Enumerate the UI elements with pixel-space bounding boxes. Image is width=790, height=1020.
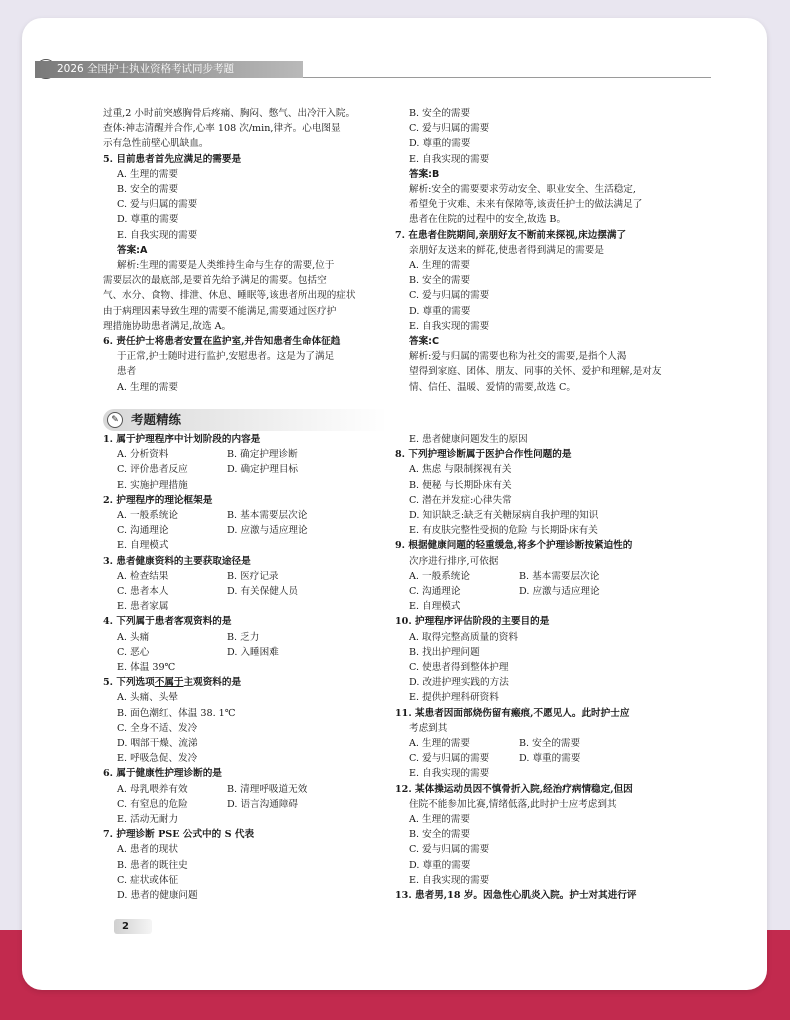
option-text: B. 安全的需要 (519, 738, 581, 750)
option-text: D. 有关保健人员 (227, 586, 299, 598)
body-text: 气、水分、食物、排泄、休息、睡眠等,该患者所出现的症状 (103, 290, 356, 302)
option-text: A. 焦虑 与限制探视有关 (409, 464, 512, 476)
option-text: D. 入睡困难 (227, 646, 279, 658)
option-text: E. 呼吸急促、发冷 (117, 753, 198, 765)
option-text: C. 评价患者反应 (117, 464, 188, 476)
option-text: E. 自我实现的需要 (117, 229, 198, 241)
option-text: D. 确定护理目标 (227, 464, 299, 476)
option-text: D. 尊重的需要 (117, 214, 179, 226)
body-text: 解析:爱与归属的需要也称为社交的需要,是指个人渴 (409, 351, 627, 363)
option-text: B. 患者的既往史 (117, 859, 188, 871)
body-text: 望得到家庭、团体、朋友、同事的关怀、爱护和理解,是对友 (409, 366, 662, 378)
option-text: B. 安全的需要 (117, 184, 179, 196)
body-text: 解析:生理的需要是人类维持生命与生存的需要,位于 (117, 260, 335, 272)
option-text: B. 清理呼吸道无效 (227, 783, 308, 795)
option-pair (395, 569, 685, 584)
option-text: D. 知识缺乏:缺乏有关糖尿病自我护理的知识 (409, 510, 599, 522)
section-title: 考题精练 (103, 409, 387, 431)
option-text: B. 便秘 与长期卧床有关 (409, 479, 512, 491)
question-text: 12. 某体操运动员因不慎骨折入院,经治疗病情稳定,但因 (395, 783, 633, 795)
option-text: C. 全身不适、发冷 (117, 722, 198, 734)
option-pair (103, 508, 383, 523)
option-text: E. 体温 39℃ (117, 662, 176, 674)
body-text: 亲朋好友送来的鲜花,使患者得到满足的需要是 (409, 244, 604, 256)
option-text: B. 安全的需要 (409, 108, 471, 119)
question-text: 9. 根据健康问题的轻重缓急,将多个护理诊断按紧迫性的 (395, 540, 633, 552)
option-pair (103, 584, 383, 599)
body-text: 患者 (117, 366, 137, 378)
option-text: A. 生理的需要 (117, 381, 178, 393)
body-text: 示有急性前壁心肌缺血。 (103, 138, 209, 150)
option-text: A. 检查结果 (117, 570, 169, 582)
option-text: E. 患者健康问题发生的原因 (409, 434, 528, 445)
body-text: 解析:安全的需要要求劳动安全、职业安全、生活稳定, (409, 184, 636, 196)
header-rule (303, 77, 711, 78)
option-text: C. 沟通理论 (117, 525, 169, 537)
question-text: 1. 属于护理程序中计划阶段的内容是 (103, 434, 261, 445)
option-text: B. 安全的需要 (409, 829, 471, 841)
option-pair (103, 447, 383, 462)
page-header-title: 2026 全国护士执业资格考试同步考题 (35, 61, 303, 78)
option-text: C. 患者本人 (117, 586, 169, 598)
option-text: A. 生理的需要 (117, 168, 178, 180)
answer-text: 答案:A (117, 244, 148, 256)
option-text: D. 患者的健康问题 (117, 890, 198, 902)
option-text: E. 自我实现的需要 (409, 153, 490, 165)
option-pair (103, 645, 383, 660)
option-text: C. 使患者得到整体护理 (409, 662, 509, 674)
option-text: D. 尊重的需要 (409, 305, 471, 317)
option-text: E. 实施护理措施 (117, 479, 188, 491)
option-text: C. 症状或体征 (117, 874, 179, 886)
option-text: C. 爱与归属的需要 (409, 844, 490, 856)
option-pair (103, 782, 383, 797)
question-text: 11. 某患者因面部烧伤留有瘢痕,不愿见人。此时护士应 (395, 707, 630, 719)
question-text: 5. 目前患者首先应满足的需要是 (103, 153, 242, 165)
left-column-top (103, 106, 383, 395)
option-pair (103, 569, 383, 584)
question-text: 13. 患者男,18 岁。因急性心肌炎入院。护士对其进行评 (395, 890, 637, 902)
body-text: 患者在住院的过程中的安全,故选 B。 (409, 214, 567, 226)
body-text: 情、信任、温暖、爱情的需要,故选 C。 (409, 381, 576, 393)
option-text: C. 爱与归属的需要 (409, 123, 490, 135)
option-text: B. 安全的需要 (409, 275, 471, 287)
option-text: C. 爱与归属的需要 (409, 753, 490, 765)
option-text: A. 头痛、头晕 (117, 692, 178, 704)
question-text: 10. 护理程序评估阶段的主要目的是 (395, 616, 550, 628)
option-text: C. 爱与归属的需要 (117, 199, 198, 211)
option-text: A. 分析资料 (117, 449, 169, 461)
option-text: B. 基本需要层次论 (519, 570, 600, 582)
option-text: E. 自我实现的需要 (409, 874, 490, 886)
option-text: A. 生理的需要 (409, 738, 470, 750)
option-text: E. 自我实现的需要 (409, 768, 490, 780)
option-text: E. 自我实现的需要 (409, 320, 490, 332)
option-pair (103, 523, 383, 538)
option-text: D. 尊重的需要 (409, 138, 471, 150)
body-text: 希望免于灾难、未来有保障等,该责任护士的做法满足了 (409, 199, 643, 211)
question-text: 7. 在患者住院期间,亲朋好友不断前来探视,床边摆满了 (395, 229, 627, 241)
body-text: 住院不能参加比赛,情绪低落,此时护士应考虑到其 (409, 798, 617, 810)
option-text: B. 找出护理问题 (409, 646, 480, 658)
option-text: A. 头痛 (117, 631, 150, 643)
option-text: A. 一般系统论 (409, 570, 470, 582)
option-pair (103, 462, 383, 477)
option-text: C. 恶心 (117, 646, 150, 658)
page-number: 2 (114, 919, 152, 934)
option-text: E. 提供护理科研资料 (409, 692, 499, 704)
option-text: A. 一般系统论 (117, 510, 178, 522)
option-text: C. 爱与归属的需要 (409, 290, 490, 302)
body-text: 次序进行排序,可依据 (409, 555, 499, 567)
option-text: B. 面色潮红、体温 38. 1℃ (117, 707, 236, 719)
option-text: B. 医疗记录 (227, 570, 279, 582)
body-text: 考虑到其 (409, 722, 448, 734)
option-pair (103, 797, 383, 812)
option-text: A. 母乳喂养有效 (117, 783, 188, 795)
question-text: 4. 下列属于患者客观资料的是 (103, 616, 232, 628)
pencil-icon: ✎ (107, 412, 123, 428)
option-text: A. 取得完整高质量的资料 (409, 631, 518, 643)
question-text: 5. 下列选项不属于主观资料的是 (103, 677, 242, 689)
body-text: 于正常,护士随时进行监护,安慰患者。这是为了满足 (117, 351, 335, 363)
body-text: 查体:神志清醒并合作,心率 108 次/min,律齐。心电图显 (103, 123, 341, 135)
option-text: E. 患者家属 (117, 601, 169, 613)
option-text: D. 改进护理实践的方法 (409, 677, 509, 689)
question-text: 6. 责任护士将患者安置在监护室,并告知患者生命体征趋 (103, 336, 341, 348)
answer-text: 答案:C (409, 336, 440, 348)
option-text: D. 语言沟通障碍 (227, 798, 299, 810)
option-pair (103, 630, 383, 645)
question-text: 7. 护理诊断 PSE 公式中的 S 代表 (103, 829, 255, 841)
option-text: B. 确定护理诊断 (227, 449, 298, 461)
right-column-bottom (395, 432, 685, 903)
question-text: 2. 护理程序的理论框架是 (103, 494, 213, 506)
option-text: E. 有皮肤完整性受损的危险 与长期卧床有关 (409, 525, 598, 537)
option-pair (395, 751, 685, 766)
option-pair (395, 736, 685, 751)
body-text: 过重,2 小时前突感胸骨后疼痛、胸闷、憋气、出冷汗入院。 (103, 108, 356, 119)
option-text: D. 尊重的需要 (519, 753, 581, 765)
option-text: E. 活动无耐力 (117, 814, 179, 826)
option-text: D. 应激与适应理论 (519, 586, 600, 598)
option-text: C. 沟通理论 (409, 586, 461, 598)
option-text: D. 咽部干燥、流涕 (117, 738, 198, 750)
option-text: D. 尊重的需要 (409, 859, 471, 871)
question-text: 8. 下列护理诊断属于医护合作性问题的是 (395, 449, 572, 461)
left-column-bottom (103, 432, 383, 903)
answer-text: 答案:B (409, 168, 440, 180)
option-text: B. 乏力 (227, 631, 260, 643)
option-text: A. 生理的需要 (409, 260, 470, 272)
body-text: 需要层次的最底部,是要首先给予满足的需要。包括空 (103, 275, 327, 287)
question-text: 6. 属于健康性护理诊断的是 (103, 768, 222, 780)
option-text: C. 有窒息的危险 (117, 798, 188, 810)
option-text: B. 基本需要层次论 (227, 510, 308, 522)
body-text: 由于病理因素导致生理的需要不能满足,需要通过医疗护 (103, 305, 337, 317)
option-text: A. 患者的现状 (117, 844, 178, 856)
option-text: C. 潜在并发症:心律失常 (409, 494, 512, 506)
right-column-top (395, 106, 685, 395)
body-text: 理措施协助患者满足,故选 A。 (103, 320, 232, 332)
option-text: E. 自理模式 (409, 601, 461, 613)
option-pair (395, 584, 685, 599)
option-text: A. 生理的需要 (409, 814, 470, 826)
option-text: E. 自理模式 (117, 540, 169, 552)
option-text: D. 应激与适应理论 (227, 525, 308, 537)
question-text: 3. 患者健康资料的主要获取途径是 (103, 555, 251, 567)
